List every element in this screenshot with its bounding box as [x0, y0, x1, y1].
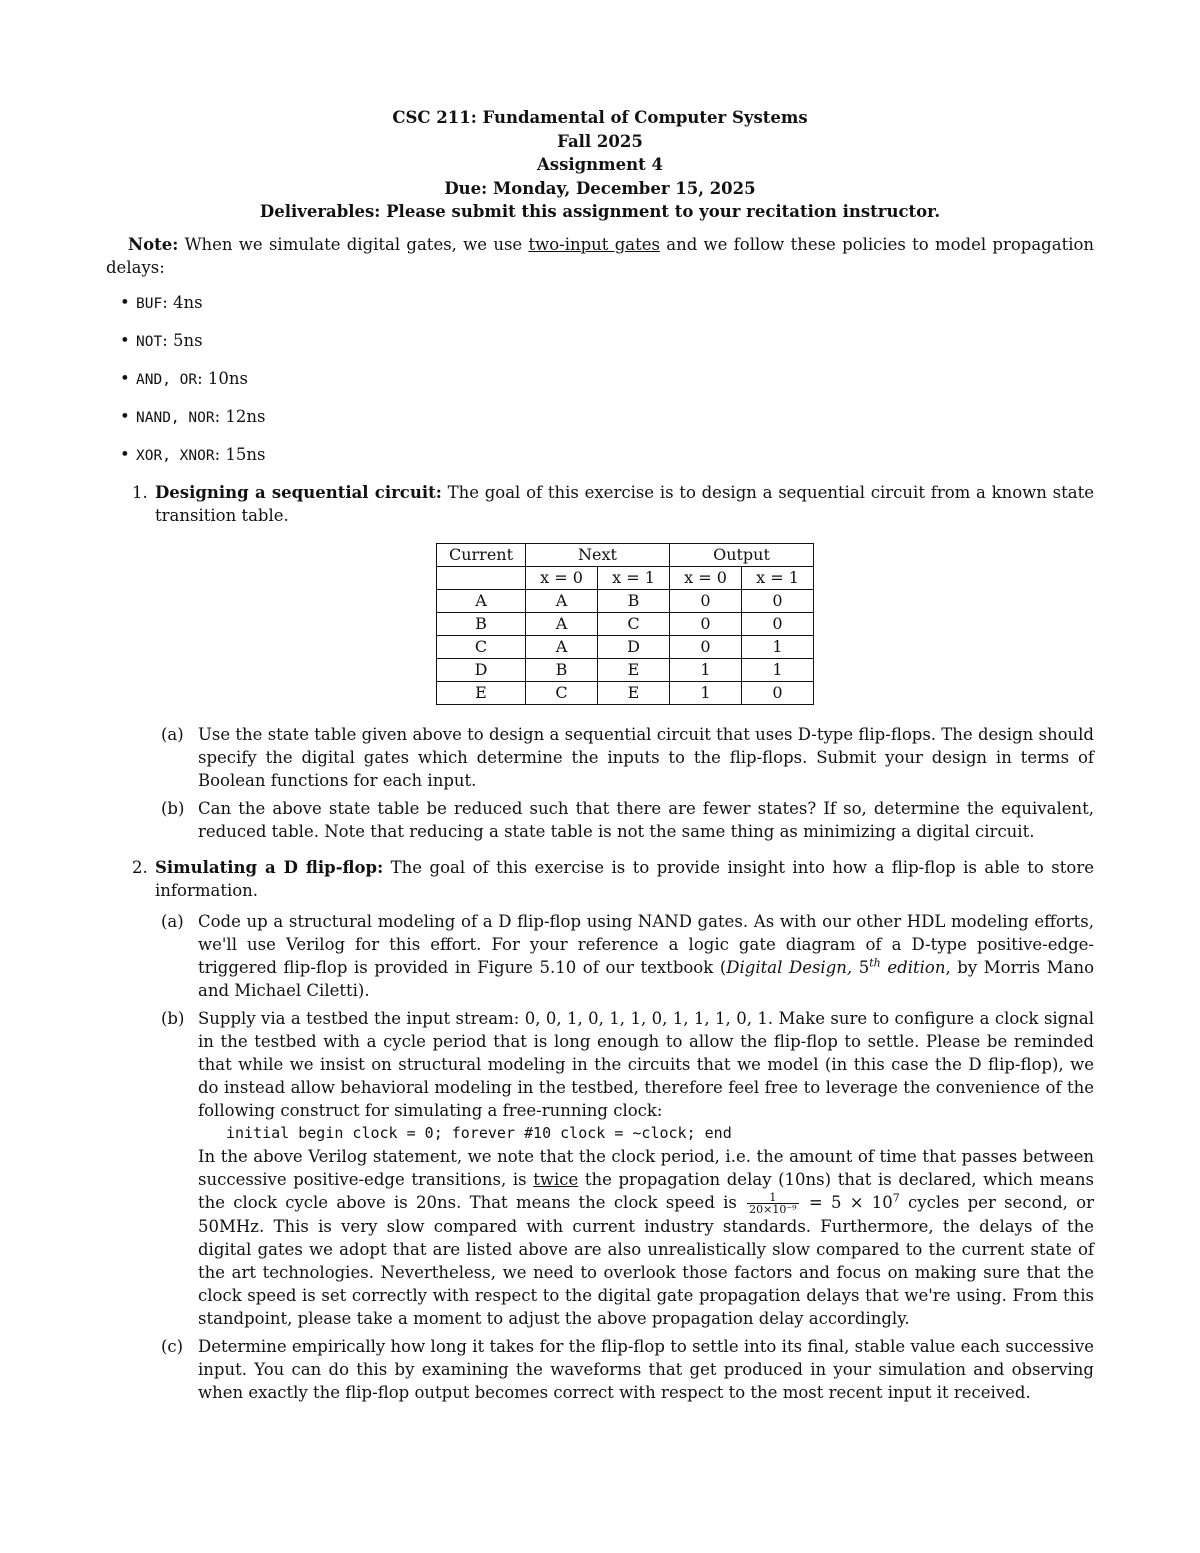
note-paragraph	[106, 233, 1094, 279]
table-row	[437, 681, 814, 704]
table-row	[437, 658, 814, 681]
clock-text-1: In the above Verilog statement, we note that the clock period, i.e. the amount of time that passes between successive positive-edge transitions, is	[198, 1146, 1094, 1189]
subquestion-text-end: , by Morris Mano and Michael Ciletti).	[198, 957, 1095, 1000]
table-cell: C	[598, 612, 670, 635]
note-text-after: and we follow these policies to model propagation delays:	[106, 234, 1095, 277]
table-row	[437, 612, 814, 635]
assignment-title: Assignment 4	[537, 155, 663, 174]
gate-name: NOT	[136, 333, 163, 350]
subquestion-2b	[155, 1007, 1094, 1330]
table-cell: C	[526, 681, 598, 704]
term: Fall 2025	[557, 131, 643, 151]
note-text-before: When we simulate digital gates, we use	[184, 234, 523, 254]
table-row	[437, 635, 814, 658]
gate-name: AND, OR	[136, 371, 198, 388]
clock-text-3: cycles per second, or 50MHz. This is very slow compared with current industry standards. Furthermore, the delays of the digital gates we adopt that are listed above are also unrealistically slow compared to the current state of the art technologies. Nevertheless, we need to overlook those factors and focus on making sure that the clock speed is set correctly with respect to the digital gate propagation delays that we're using. From this standpoint, please take a moment to adjust the above propagation delay accordingly.	[198, 1192, 1095, 1328]
table-cell: A	[526, 589, 598, 612]
exponent: 7	[892, 1191, 900, 1204]
table-cell: C	[437, 635, 526, 658]
table-header: Current	[437, 543, 526, 566]
gate-name: XOR, XNOR	[136, 447, 215, 464]
fraction	[747, 1192, 798, 1215]
table-subheader: x = 1	[598, 566, 670, 589]
list-item	[136, 405, 1094, 443]
gate-name: NAND, NOR	[136, 409, 215, 426]
table-subheader: x = 1	[742, 566, 814, 589]
gate-delay: : 10ns	[197, 368, 249, 388]
edition-number: 5	[858, 957, 870, 977]
table-cell: 0	[670, 612, 742, 635]
delay-list	[106, 291, 1094, 481]
table-cell: B	[598, 589, 670, 612]
document-page	[106, 106, 1094, 1404]
equation: = 5 × 10	[808, 1192, 893, 1212]
twice-underlined: twice	[533, 1169, 579, 1189]
list-item	[136, 329, 1094, 367]
subquestion-label: (a)	[161, 724, 184, 744]
document-header	[106, 106, 1094, 224]
note-underlined: two-input gates	[528, 234, 660, 254]
subquestion-label: (a)	[161, 911, 184, 931]
table-cell: 0	[742, 681, 814, 704]
gate-delay: : 15ns	[214, 444, 266, 464]
question-number: 1.	[132, 482, 148, 502]
table-cell: E	[598, 658, 670, 681]
gate-delay: : 5ns	[162, 330, 203, 350]
subquestion-label: (b)	[161, 1008, 185, 1028]
table-cell: A	[437, 589, 526, 612]
question-title: Simulating a D flip-flop:	[155, 857, 384, 877]
fraction-numerator: 1	[747, 1192, 798, 1204]
table-subheader	[437, 566, 526, 589]
table-cell: B	[437, 612, 526, 635]
edition-suffix: th	[869, 956, 881, 969]
table-subheader-row	[437, 566, 814, 589]
table-header: Output	[670, 543, 814, 566]
table-cell: E	[437, 681, 526, 704]
state-table	[436, 543, 814, 705]
gate-delay: : 12ns	[214, 406, 266, 426]
clock-explanation	[198, 1145, 1094, 1330]
clock-text-2: the propagation delay (10ns) that is declared, which means the clock cycle above is 20ns. That means the clock speed is	[198, 1169, 1094, 1212]
subquestion-text: Use the state table given above to design a sequential circuit that uses D-type flip-flops. The design should specify the digital gates which determine the inputs to the flip-flops. Submit your design in terms of Boolean functions for each input.	[198, 724, 1094, 790]
table-cell: 1	[670, 681, 742, 704]
subquestion-1b	[155, 797, 1094, 843]
subquestion-2a	[155, 910, 1094, 1002]
table-subheader: x = 0	[670, 566, 742, 589]
question-title: Designing a sequential circuit:	[155, 482, 442, 502]
question-1	[106, 481, 1094, 843]
question-number: 2.	[132, 857, 148, 877]
table-cell: 1	[670, 658, 742, 681]
question-2	[106, 856, 1094, 1404]
question-text: The goal of this exercise is to provide insight into how a flip-flop is able to store information.	[155, 857, 1094, 900]
table-header: Next	[526, 543, 670, 566]
deliverables: Deliverables: Please submit this assignment to your recitation instructor.	[259, 202, 941, 221]
gate-delay: : 4ns	[162, 292, 203, 312]
edition-word: edition	[887, 957, 946, 977]
table-cell: D	[598, 635, 670, 658]
table-cell: A	[526, 612, 598, 635]
book-title: Digital Design,	[726, 957, 853, 977]
table-cell: E	[598, 681, 670, 704]
subquestion-text: Code up a structural modeling of a D flip-flop using NAND gates. As with our other HDL modeling efforts, we'll use Verilog for this effort. For your reference a logic gate diagram of a D-type positive-edge-triggered flip-flop is provided in Figure 5.10 of our textbook (	[198, 911, 1094, 977]
gate-name: BUF	[136, 295, 163, 312]
table-cell: 0	[742, 612, 814, 635]
table-subheader: x = 0	[526, 566, 598, 589]
subquestion-2c	[155, 1335, 1094, 1404]
subquestion-label: (b)	[161, 798, 185, 818]
table-cell: A	[526, 635, 598, 658]
table-header-row	[437, 543, 814, 566]
subquestion-text: Determine empirically how long it takes for the flip-flop to settle into its final, stable value each successive input. You can do this by examining the waveforms that get produced in your simulation and observing when exactly the flip-flop output becomes correct with respect to the most recent input it received.	[198, 1336, 1094, 1402]
table-row	[437, 589, 814, 612]
question-text: The goal of this exercise is to design a sequential circuit from a known state transition table.	[155, 482, 1094, 525]
list-item	[136, 443, 1094, 481]
due-date: Due: Monday, December 15, 2025	[444, 178, 756, 198]
table-cell: 0	[742, 589, 814, 612]
subquestion-label: (c)	[161, 1336, 184, 1356]
table-cell: 1	[742, 658, 814, 681]
subquestion-text: Can the above state table be reduced such that there are fewer states? If so, determine the equivalent, reduced table. Note that reducing a state table is not the same thing as minimizing a digital circuit.	[198, 798, 1094, 841]
table-cell: D	[437, 658, 526, 681]
verilog-code: initial begin clock = 0; forever #10 clock = ~clock; end	[226, 1123, 732, 1142]
course-title: CSC 211: Fundamental of Computer Systems	[392, 108, 808, 127]
table-cell: 0	[670, 589, 742, 612]
list-item	[136, 367, 1094, 405]
table-cell: B	[526, 658, 598, 681]
table-cell: 0	[670, 635, 742, 658]
fraction-denominator: 20×10⁻⁹	[749, 1202, 797, 1216]
list-item	[136, 291, 1094, 329]
subquestion-1a	[155, 723, 1094, 792]
note-label: Note:	[128, 234, 179, 254]
table-cell: 1	[742, 635, 814, 658]
subquestion-text: Supply via a testbed the input stream: 0, 0, 1, 0, 1, 1, 0, 1, 1, 1, 0, 1. Make sure to configure a clock signal in the testbed with a cycle period that is long enough to allow the flip-flop to settle. Please be reminded that while we insist on structural modeling in the circuits that we model (in this case the D flip-flop), we do instead allow behavioral modeling in the testbed, therefore feel free to leverage the convenience of the following construct for simulating a free-running clock:	[198, 1008, 1094, 1120]
